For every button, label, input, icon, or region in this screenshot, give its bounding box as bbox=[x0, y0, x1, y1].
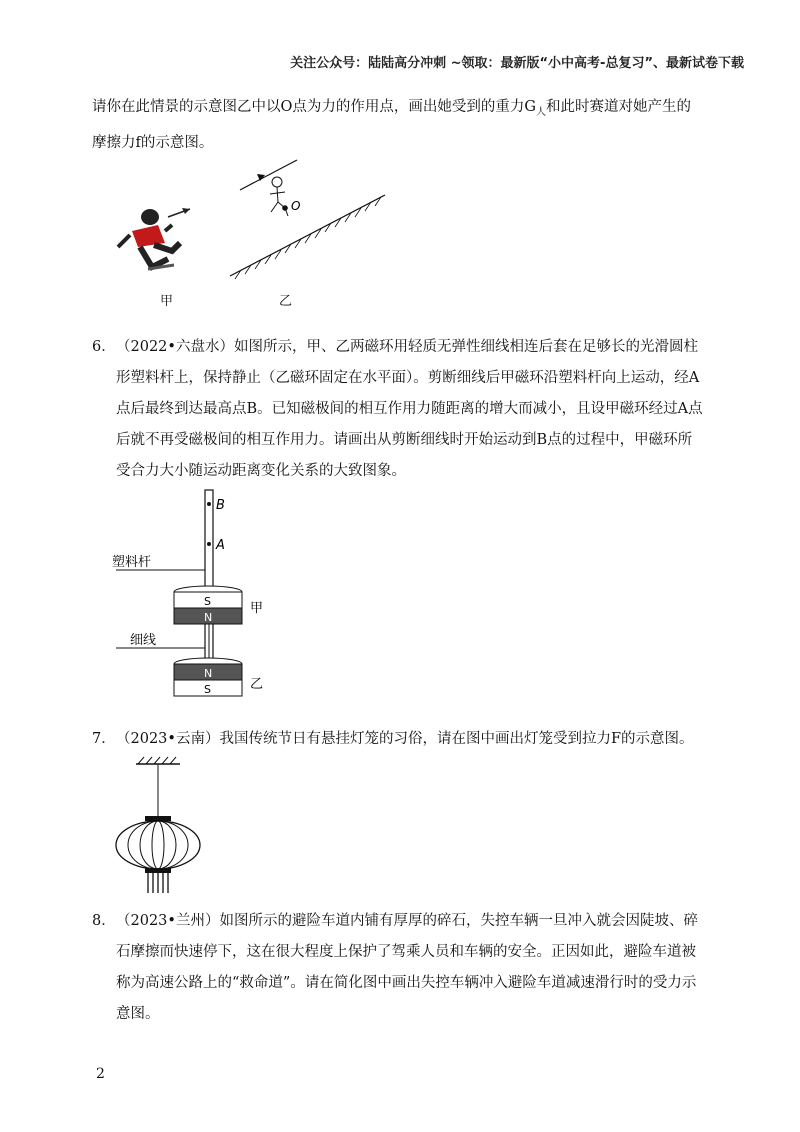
q6-number: 6． bbox=[92, 339, 116, 355]
q5-line2: 摩擦力f的示意图。 bbox=[92, 134, 214, 151]
q8-number: 8． bbox=[92, 913, 116, 929]
q5-text bbox=[92, 92, 706, 159]
page-header: 关注公众号：陆陆高分冲刺 ~领取：最新版“小中高考-总复习”、最新试卷下载 bbox=[290, 56, 744, 71]
slope-line bbox=[230, 195, 385, 276]
skier-photo-figure bbox=[110, 195, 200, 280]
lantern-body bbox=[116, 821, 200, 869]
figure-head bbox=[272, 177, 282, 187]
q6-text: （2022•六盘水）如图所示，甲、乙两磁环用轻质无弹性细线相连后套在足够长的光滑圆柱形塑料杆上，保持静止（乙磁环固定在水平面）。剪断细线后甲磁环沿塑料杆向上运动，经A点后最终到达最高点B。已知磁极间的相互作用力随距离的增大而减小，且设甲磁环经过A点后就不再受磁极间的相互作用力。请画出从剪断细线时开始运动到B点的过程中，甲磁环所受合力大小随运动距离变化关系的大致图象。 bbox=[116, 339, 703, 479]
direction-line bbox=[240, 160, 297, 190]
caption-jia: 甲 bbox=[160, 294, 174, 309]
point-o-label: O bbox=[291, 199, 301, 213]
q8-text: （2023•兰州）如图所示的避险车道内铺有厚厚的碎石，失控车辆一旦冲入就会因陡坡、碎石摩擦而快速停下，这在很大程度上保护了驾乘人员和车辆的安全。正因如此，避险车道被称为高速公路上的“救命道”。请在简化图中画出失控车辆冲入避险车道减速滑行时的受力示意图。 bbox=[116, 913, 698, 1022]
ceiling-hatch bbox=[138, 757, 176, 764]
magnet-yi-label: 乙 bbox=[250, 677, 264, 692]
q7-number: 7． bbox=[92, 731, 116, 747]
point-a-label: A bbox=[216, 538, 225, 553]
point-b-label: B bbox=[216, 498, 225, 513]
point-b bbox=[207, 502, 211, 506]
lantern-figure bbox=[108, 756, 208, 901]
slope-hatching bbox=[235, 197, 381, 279]
pole-s1: S bbox=[204, 595, 211, 608]
lantern-cap bbox=[145, 816, 171, 821]
skier-legs bbox=[140, 243, 180, 267]
q5-line1-end: 和此时赛道对她产生的 bbox=[545, 99, 691, 115]
point-a bbox=[207, 542, 211, 546]
pole-n1: N bbox=[204, 611, 213, 624]
q7-text: （2023•云南）我国传统节日有悬挂灯笼的习俗，请在图中画出灯笼受到拉力F的示意图。 bbox=[116, 731, 694, 747]
slope-figure bbox=[225, 150, 400, 280]
pole-n2: N bbox=[204, 667, 213, 680]
magnet-jia-label: 甲 bbox=[250, 601, 264, 616]
q5-sub: 人 bbox=[535, 106, 546, 118]
lantern-tassels bbox=[148, 873, 168, 893]
thread-label: 细线 bbox=[130, 633, 157, 648]
lantern-bottom bbox=[145, 868, 171, 873]
pole-s2: S bbox=[204, 683, 211, 696]
page-number: 2 bbox=[96, 1066, 105, 1082]
skier-head bbox=[141, 209, 159, 225]
q5-line1: 请你在此情景的示意图乙中以O点为力的作用点，画出她受到的重力G bbox=[92, 99, 536, 115]
point-o bbox=[282, 205, 288, 211]
caption-yi: 乙 bbox=[279, 294, 293, 309]
rod-label: 塑料杆 bbox=[112, 555, 152, 570]
q7-block bbox=[92, 724, 706, 755]
skier-jacket bbox=[132, 225, 165, 247]
q6-block bbox=[92, 332, 706, 487]
magnet-rod-figure bbox=[108, 488, 288, 703]
q8-block bbox=[92, 906, 706, 1030]
figure-body bbox=[270, 187, 288, 216]
